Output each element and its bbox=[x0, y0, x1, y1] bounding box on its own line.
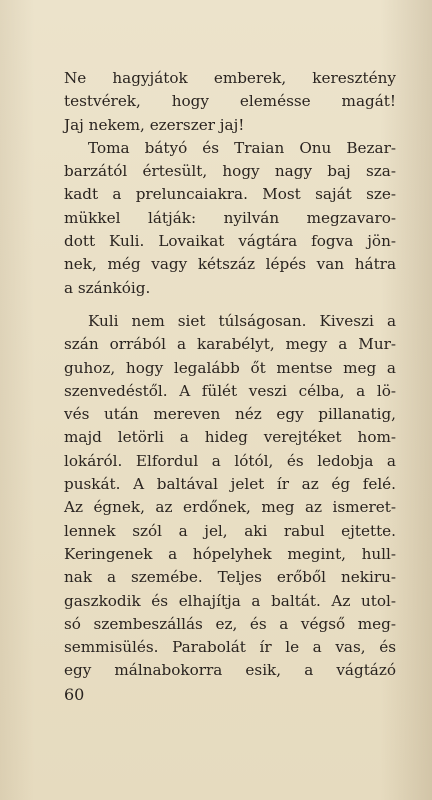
text-line: guhoz, hogy legalább őt mentse meg a bbox=[64, 358, 396, 377]
text-line: puskát. A baltával jelet ír az ég felé. bbox=[64, 475, 396, 494]
text-line: dott Kuli. Lovaikat vágtára fogva jön- bbox=[64, 232, 396, 251]
text-line: Jaj nekem, ezerszer jaj! bbox=[64, 115, 245, 134]
text-line: Ne hagyjátok emberek, keresztény bbox=[64, 69, 396, 87]
text-line: Kuli nem siet túlságosan. Kiveszi a bbox=[88, 311, 396, 330]
text-line: barzától értesült, hogy nagy baj sza- bbox=[64, 162, 396, 181]
paragraph-gap bbox=[64, 300, 396, 310]
text-line: Keringenek a hópelyhek megint, hull- bbox=[64, 544, 396, 563]
text-line: kadt a preluncaiakra. Most saját sze- bbox=[64, 185, 396, 204]
text-line: gaszkodik és elhajítja a baltát. Az utol- bbox=[64, 591, 396, 610]
text-line: szán orrából a karabélyt, megy a Mur- bbox=[64, 335, 396, 354]
text-line: só szembeszállás ez, és a végső meg- bbox=[64, 614, 396, 633]
text-line: lokáról. Elfordul a lótól, és ledobja a bbox=[64, 451, 396, 470]
text-line: szenvedéstől. A fülét veszi célba, a lö- bbox=[64, 381, 396, 400]
text-line: testvérek, hogy elemésse magát! bbox=[64, 92, 396, 111]
text-line: nek, még vagy kétszáz lépés van hátra bbox=[64, 255, 396, 274]
text-line: nak a szemébe. Teljes erőből nekiru- bbox=[64, 568, 396, 587]
page-number: 60 bbox=[64, 685, 85, 704]
text-line: Az égnek, az erdőnek, meg az ismeret- bbox=[64, 498, 396, 517]
body-text bbox=[64, 67, 396, 683]
text-line: egy málnabokorra esik, a vágtázó bbox=[64, 661, 396, 680]
text-line: lennek szól a jel, aki rabul ejtette. bbox=[64, 521, 396, 540]
text-line: majd letörli a hideg verejtéket hom- bbox=[64, 428, 396, 447]
text-line: semmisülés. Parabolát ír le a vas, és bbox=[64, 638, 396, 657]
text-line: mükkel látják: nyilván megzavaro- bbox=[64, 208, 396, 227]
text-line: a szánkóig. bbox=[64, 278, 151, 297]
text-line: Toma bátyó és Traian Onu Bezar- bbox=[88, 138, 396, 157]
text-line: vés után mereven néz egy pillanatig, bbox=[64, 405, 396, 424]
